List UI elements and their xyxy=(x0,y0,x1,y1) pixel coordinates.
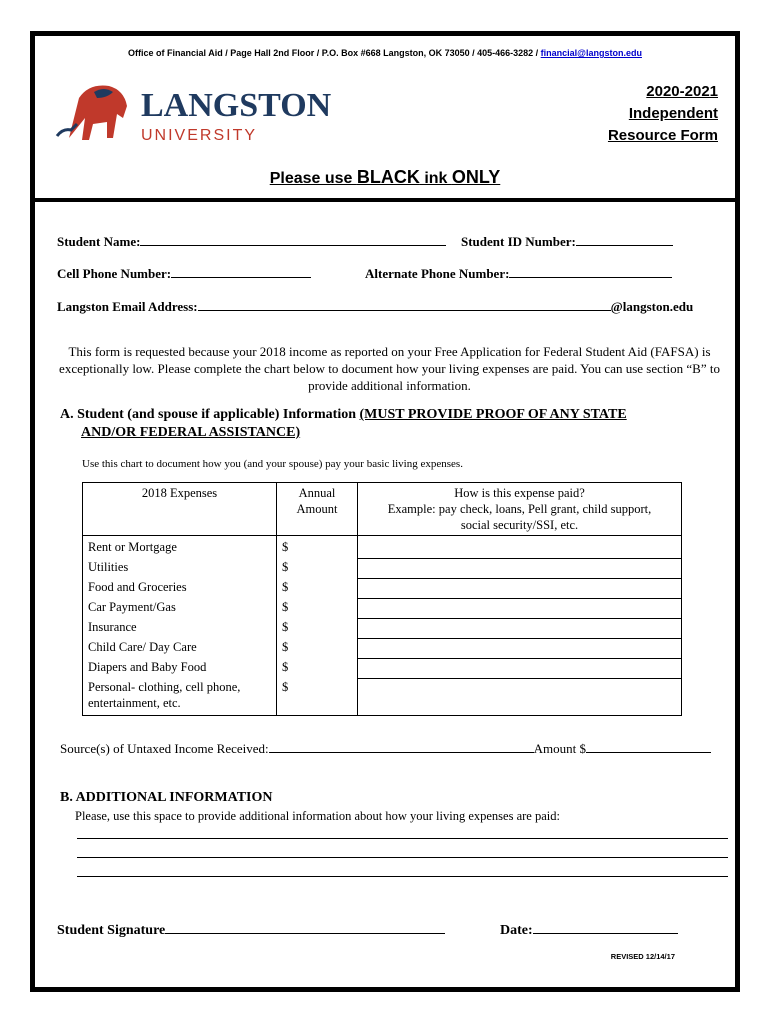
table-row xyxy=(83,659,682,679)
student-name-line[interactable] xyxy=(140,233,446,246)
untaxed-amount-label: Amount $ xyxy=(533,741,587,756)
email-line[interactable] xyxy=(198,298,611,311)
payment-cell[interactable] xyxy=(358,536,682,559)
student-id-label: Student ID Number: xyxy=(461,234,576,249)
col-amount-header: Annual Amount xyxy=(277,483,358,536)
expense-label: Food and Groceries xyxy=(83,579,277,599)
table-row xyxy=(83,619,682,639)
office-address: Office of Financial Aid / Page Hall 2nd Floor / P.O. Box #668 Langston, OK 73050 / 405-466-3282 / xyxy=(128,48,541,58)
section-a-heading xyxy=(60,406,700,442)
table-row xyxy=(83,599,682,619)
expense-label: Insurance xyxy=(83,619,277,639)
student-name-label: Student Name: xyxy=(57,234,141,249)
revised-date: REVISED 12/14/17 xyxy=(610,952,675,961)
form-title-line-2: Resource Form xyxy=(607,127,718,144)
student-id-line[interactable] xyxy=(576,233,673,246)
amount-cell[interactable]: $ xyxy=(277,659,358,679)
signature-field[interactable] xyxy=(57,921,445,939)
email-field[interactable] xyxy=(57,298,693,315)
additional-info-line[interactable] xyxy=(77,838,728,839)
ink-black: BLACK xyxy=(356,167,420,187)
payment-cell[interactable] xyxy=(358,679,682,716)
expense-label: Child Care/ Day Care xyxy=(83,639,277,659)
office-contact-line xyxy=(35,48,735,58)
form-title xyxy=(608,81,718,147)
additional-info-line[interactable] xyxy=(77,857,728,858)
date-label: Date: xyxy=(500,923,533,938)
intro-paragraph: This form is requested because your 2018 income as reported on your Free Application for Federal Student Aid (FAFSA) is exceptionally low. Please complete the chart below to document how your living expenses are paid. You can use section “B” to provide additional information. xyxy=(59,344,720,393)
table-row xyxy=(83,679,682,716)
table-row xyxy=(83,579,682,599)
cell-phone-field[interactable] xyxy=(57,265,311,282)
untaxed-income-label: Source(s) of Untaxed Income Received: xyxy=(60,741,269,756)
expense-label: Diapers and Baby Food xyxy=(83,659,277,679)
alt-phone-line[interactable] xyxy=(509,265,672,278)
signature-line[interactable] xyxy=(165,921,445,934)
table-row xyxy=(83,536,682,559)
cell-phone-line[interactable] xyxy=(171,265,311,278)
student-name-field[interactable] xyxy=(57,233,446,250)
table-row xyxy=(83,559,682,579)
amount-cell[interactable]: $ xyxy=(277,599,358,619)
untaxed-amount-line[interactable] xyxy=(586,740,711,753)
langston-logo xyxy=(49,78,389,148)
email-link[interactable]: financial@langston.edu xyxy=(540,48,642,58)
expense-label: Car Payment/Gas xyxy=(83,599,277,619)
student-id-field[interactable] xyxy=(461,233,673,250)
date-field[interactable] xyxy=(500,921,678,939)
untaxed-income-line[interactable] xyxy=(269,740,534,753)
section-b-heading: B. ADDITIONAL INFORMATION xyxy=(60,790,273,805)
amount-cell[interactable]: $ xyxy=(277,679,358,716)
col-payment-header: How is this expense paid? Example: pay check, loans, Pell grant, child support, social security/SSI, etc. xyxy=(358,483,682,536)
payment-cell[interactable] xyxy=(358,579,682,599)
date-line[interactable] xyxy=(533,921,678,934)
alt-phone-label: Alternate Phone Number: xyxy=(365,266,510,281)
ink-instruction xyxy=(35,167,735,188)
payment-cell[interactable] xyxy=(358,559,682,579)
form-frame xyxy=(30,31,740,992)
email-label: Langston Email Address: xyxy=(57,299,198,314)
payment-cell[interactable] xyxy=(358,619,682,639)
form-year: 2020-2021 xyxy=(646,83,718,100)
payment-cell[interactable] xyxy=(358,659,682,679)
col-expenses-header: 2018 Expenses xyxy=(83,483,277,536)
amount-cell[interactable]: $ xyxy=(277,619,358,639)
cell-phone-label: Cell Phone Number: xyxy=(57,266,172,281)
section-a-title: A. Student (and spouse if applicable) Information xyxy=(60,407,360,422)
amount-cell[interactable]: $ xyxy=(277,559,358,579)
signature-label: Student Signature xyxy=(57,923,166,938)
form-title-line-1: Independent xyxy=(628,105,718,122)
email-domain: @langston.edu xyxy=(610,299,694,314)
section-b-text: Please, use this space to provide additional information about how your living expenses are paid: xyxy=(75,809,560,823)
ink-mid: ink xyxy=(419,170,452,187)
logo-name: LANGSTON xyxy=(141,87,332,124)
amount-cell[interactable]: $ xyxy=(277,639,358,659)
section-a-proof-2: AND/OR FEDERAL ASSISTANCE) xyxy=(81,425,301,440)
alt-phone-field[interactable] xyxy=(365,265,672,282)
lion-icon xyxy=(57,86,127,141)
additional-info-line[interactable] xyxy=(77,876,728,877)
ink-pre: Please use xyxy=(269,170,357,187)
table-header-row xyxy=(83,483,682,536)
header-box xyxy=(35,36,735,202)
ink-only: ONLY xyxy=(451,167,501,187)
table-row xyxy=(83,639,682,659)
section-a-note: Use this chart to document how you (and your spouse) pay your basic living expenses. xyxy=(82,458,463,470)
payment-cell[interactable] xyxy=(358,599,682,619)
section-a-proof-1: (MUST PROVIDE PROOF OF ANY STATE xyxy=(359,407,627,422)
expense-label: Utilities xyxy=(83,559,277,579)
expense-label: Rent or Mortgage xyxy=(83,536,277,559)
expense-label: Personal- clothing, cell phone, entertainment, etc. xyxy=(83,679,277,716)
amount-cell[interactable]: $ xyxy=(277,536,358,559)
logo-sub: UNIVERSITY xyxy=(141,127,258,144)
amount-cell[interactable]: $ xyxy=(277,579,358,599)
untaxed-income-field[interactable] xyxy=(60,740,711,757)
payment-cell[interactable] xyxy=(358,639,682,659)
expense-table xyxy=(82,482,682,716)
